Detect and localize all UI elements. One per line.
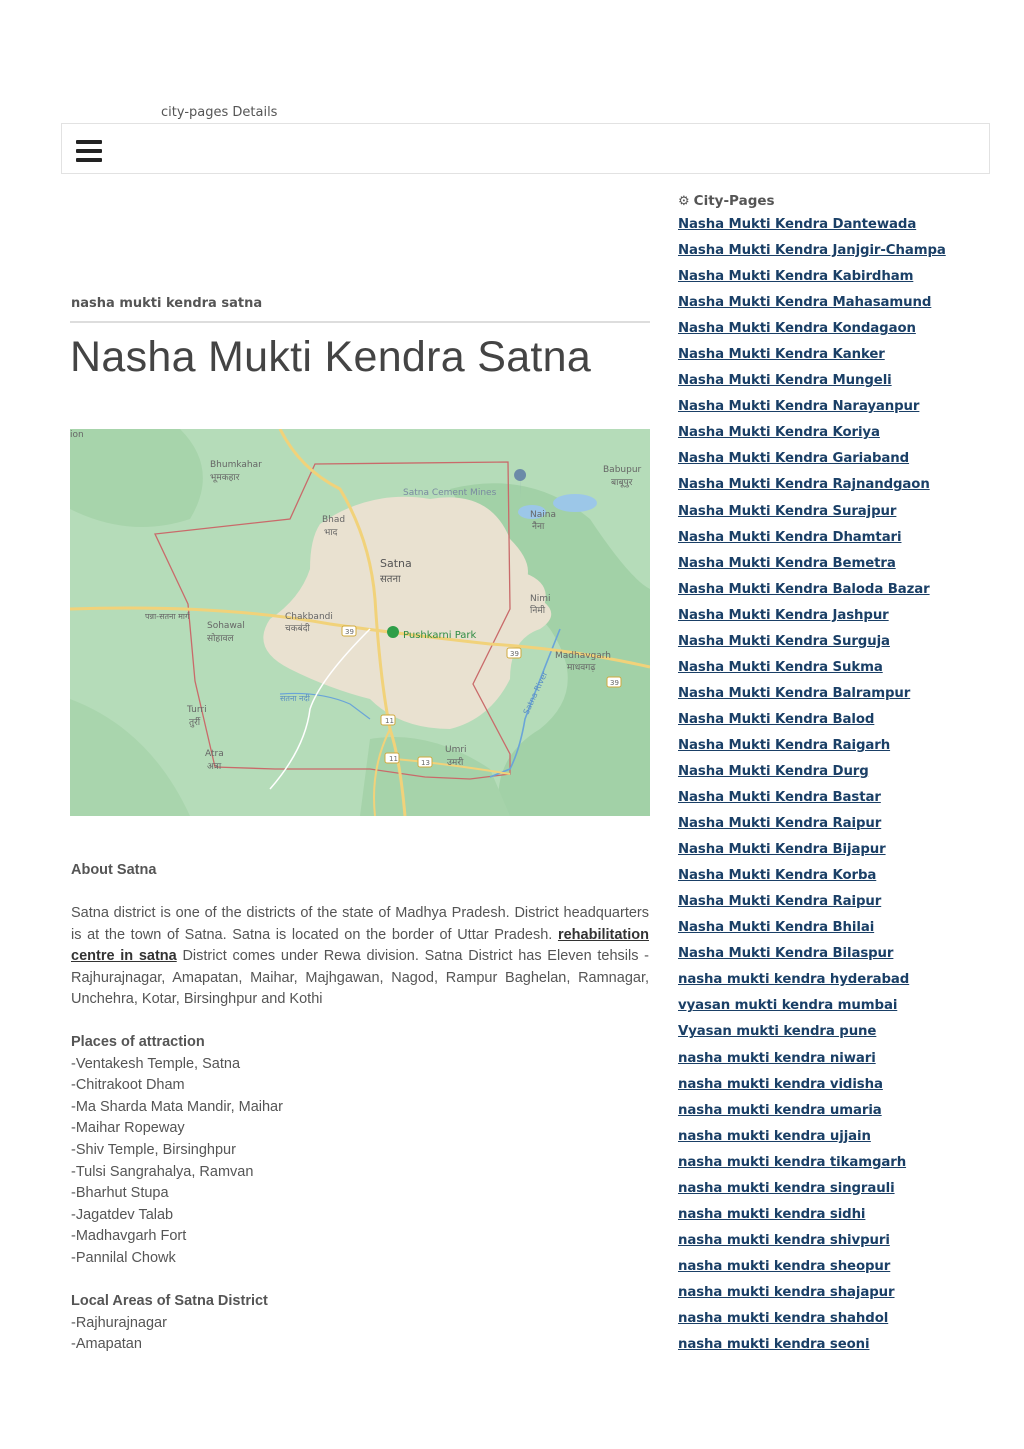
map-graphic: [70, 429, 650, 816]
list-item: -Madhavgarh Fort: [71, 1228, 187, 1245]
sidebar-link[interactable]: Nasha Mukti Kendra Sukma: [678, 659, 883, 675]
sidebar-link[interactable]: nasha mukti kendra niwari: [678, 1050, 876, 1066]
map-label: Bhad: [322, 515, 346, 525]
sidebar-item: [678, 892, 946, 918]
sidebar-link[interactable]: Nasha Mukti Kendra Raigarh: [678, 737, 891, 753]
sidebar-heading: [678, 193, 775, 209]
list-item: -Ma Sharda Mata Mandir, Maihar: [71, 1098, 283, 1115]
sidebar-link[interactable]: Nasha Mukti Kendra Baloda Bazar: [678, 581, 930, 597]
sidebar-item: [678, 1101, 946, 1127]
map-label: तुर्री: [189, 718, 201, 728]
sidebar-item: [678, 710, 946, 736]
sidebar-link[interactable]: Nasha Mukti Kendra Durg: [678, 763, 869, 779]
sidebar-item: [678, 580, 946, 606]
sidebar-link[interactable]: Nasha Mukti Kendra Koriya: [678, 425, 880, 441]
list-item: -Rajhurajnagar: [71, 1314, 167, 1331]
sidebar-item: [678, 1335, 946, 1361]
sidebar-links: [678, 215, 946, 1361]
map-label: निमी: [530, 606, 546, 616]
map-label: नैना: [532, 522, 545, 532]
sidebar-item: [678, 267, 946, 293]
sidebar-item: [678, 475, 946, 501]
sidebar-link[interactable]: nasha mukti kendra vidisha: [678, 1076, 883, 1092]
map-label: Naina: [530, 510, 556, 520]
sidebar-item: [678, 1257, 946, 1283]
sidebar-link[interactable]: Nasha Mukti Kendra Dantewada: [678, 217, 917, 232]
list-item: -Jagatdev Talab: [71, 1206, 174, 1223]
areas-section: [71, 1291, 649, 1356]
sidebar-link[interactable]: nasha mukti kendra tikamgarh: [678, 1154, 907, 1170]
map-label: चकबंदी: [285, 624, 310, 634]
sidebar-link[interactable]: Nasha Mukti Kendra Balrampur: [678, 685, 911, 701]
about-text: [71, 903, 649, 1011]
divider: [70, 321, 650, 323]
list-item: -Maihar Ropeway: [71, 1120, 185, 1137]
sidebar-link[interactable]: Nasha Mukti Kendra Bhilai: [678, 920, 875, 936]
sidebar-item: [678, 1179, 946, 1205]
sidebar-item: [678, 736, 946, 762]
sidebar-item: [678, 970, 946, 996]
sidebar-item: [678, 762, 946, 788]
sidebar-link[interactable]: Nasha Mukti Kendra Kanker: [678, 347, 885, 363]
map-label: सोहावल: [207, 634, 234, 644]
page-title: Nasha Mukti Kendra Satna: [70, 333, 592, 381]
sidebar-link[interactable]: nasha mukti kendra hyderabad: [678, 972, 910, 988]
highway-shield: 39: [610, 679, 619, 687]
sidebar-item: [678, 1283, 946, 1309]
map-label: Sohawal: [207, 621, 245, 631]
sidebar-item: [678, 293, 946, 319]
map-label: Umri: [445, 745, 467, 755]
map-label: उमरी: [447, 758, 464, 768]
map-label: Nimi: [530, 594, 551, 604]
hamburger-menu-icon[interactable]: [76, 140, 102, 162]
map-label: Satna Cement Mines: [403, 488, 497, 498]
list-item: -Amapatan: [71, 1336, 142, 1353]
map-label: अत्रा: [207, 762, 222, 772]
map-label: पन्ना-सतना मार्ग: [145, 612, 190, 621]
rehabilitation-link[interactable]: rehabilitation centre in satna: [71, 926, 649, 965]
sidebar-link[interactable]: nasha mukti kendra singrauli: [678, 1180, 895, 1196]
sidebar-link[interactable]: nasha mukti kendra ujjain: [678, 1128, 871, 1144]
map-label: Bhumkahar: [210, 460, 262, 470]
highway-shield: 13: [421, 759, 430, 767]
sidebar-link[interactable]: Nasha Mukti Kendra Raipur: [678, 894, 882, 910]
sidebar-link[interactable]: Nasha Mukti Kendra Surguja: [678, 633, 890, 649]
sidebar-link[interactable]: nasha mukti kendra shahdol: [678, 1310, 889, 1326]
sidebar-item: [678, 371, 946, 397]
list-item: -Tulsi Sangrahalya, Ramvan: [71, 1163, 254, 1180]
sidebar-item: [678, 684, 946, 710]
sidebar-item: [678, 423, 946, 449]
highway-shield: 39: [345, 628, 354, 636]
sidebar-item: [678, 1309, 946, 1335]
sidebar-item: [678, 658, 946, 684]
map-label: भूमकहार: [210, 473, 240, 483]
areas-heading: Local Areas of Satna District: [71, 1293, 268, 1309]
sidebar-link[interactable]: Nasha Mukti Kendra Kondagaon: [678, 321, 916, 337]
map-label: बाबूपुर: [611, 478, 633, 488]
sidebar-link[interactable]: nasha mukti kendra shajapur: [678, 1284, 895, 1300]
map-label: Turri: [187, 705, 207, 715]
sidebar-item: [678, 528, 946, 554]
sidebar-link[interactable]: Nasha Mukti Kendra Surajpur: [678, 503, 897, 519]
map-label: Satna: [380, 557, 412, 570]
sidebar-item: [678, 1153, 946, 1179]
sidebar-link[interactable]: Nasha Mukti Kendra Bastar: [678, 790, 881, 806]
map-label: Pushkarni Park: [403, 630, 477, 641]
about-text-part: District comes under Rewa division. Satna District has Eleven tehsils - Rajhurajnagar, Amapatan, Maihar, Majhgawan, Nagod, Rampur Baghelan, Ramnagar, Unchehra, Kotar, Birsinghpur and Kothi: [71, 948, 650, 1008]
sidebar-heading-label: City-Pages: [693, 193, 775, 209]
list-item: -Shiv Temple, Birsinghpur: [71, 1141, 236, 1158]
sidebar-link[interactable]: Nasha Mukti Kendra Korba: [678, 868, 877, 884]
sidebar-item: [678, 215, 946, 241]
sidebar-link[interactable]: Vyasan mukti kendra pune: [678, 1024, 877, 1040]
map-label: Madhavgarh: [555, 651, 612, 661]
sidebar-link[interactable]: Nasha Mukti Kendra Dhamtari: [678, 529, 902, 545]
sidebar-item: [678, 944, 946, 970]
map-label: Atra: [205, 749, 224, 759]
map-label: माधवगढ़: [567, 663, 596, 673]
sidebar-link[interactable]: nasha mukti kendra shivpuri: [678, 1232, 890, 1248]
sidebar-link[interactable]: Nasha Mukti Kendra Bilaspur: [678, 946, 894, 962]
sidebar-item: [678, 345, 946, 371]
sidebar-item: [678, 840, 946, 866]
map-label: सतना नदी: [280, 694, 310, 703]
map-label: भाद: [324, 528, 338, 538]
sidebar-item: [678, 1127, 946, 1153]
sidebar-link[interactable]: nasha mukti kendra seoni: [678, 1337, 870, 1353]
sidebar-link[interactable]: Nasha Mukti Kendra Bijapur: [678, 842, 886, 858]
sidebar-item: [678, 814, 946, 840]
navbar: [61, 123, 990, 174]
sidebar-item: [678, 319, 946, 345]
map-label: ion: [70, 430, 84, 440]
sidebar-item: [678, 1022, 946, 1048]
sidebar-link[interactable]: nasha mukti kendra sidhi: [678, 1206, 866, 1222]
sidebar-item: [678, 606, 946, 632]
sidebar-item: [678, 1231, 946, 1257]
sidebar-item: [678, 449, 946, 475]
sidebar-item: [678, 918, 946, 944]
sidebar-link[interactable]: Nasha Mukti Kendra Rajnandgaon: [678, 477, 930, 493]
about-heading: About Satna: [71, 862, 157, 878]
map-label: सतना: [380, 574, 401, 585]
sidebar-link[interactable]: Nasha Mukti Kendra Bemetra: [678, 555, 896, 571]
satna-map[interactable]: [70, 429, 650, 816]
sidebar-item: [678, 866, 946, 892]
sidebar-item: [678, 502, 946, 528]
sidebar-link[interactable]: Nasha Mukti Kendra Raipur: [678, 816, 882, 832]
sidebar-item: [678, 996, 946, 1022]
list-item: -Pannilal Chowk: [71, 1249, 176, 1266]
sidebar-item: [678, 632, 946, 658]
sidebar-link[interactable]: nasha mukti kendra sheopur: [678, 1258, 891, 1274]
sidebar-item: [678, 788, 946, 814]
sidebar-item: [678, 1049, 946, 1075]
sidebar-link[interactable]: Nasha Mukti Kendra Mungeli: [678, 373, 892, 389]
places-heading: Places of attraction: [71, 1034, 205, 1050]
sidebar-link[interactable]: Nasha Mukti Kendra Narayanpur: [678, 399, 920, 415]
sidebar-item: [678, 1205, 946, 1231]
sidebar-item: [678, 554, 946, 580]
site-title: city-pages Details: [161, 105, 278, 120]
sidebar-link[interactable]: Nasha Mukti Kendra Jashpur: [678, 607, 889, 623]
highway-shield: 11: [389, 755, 398, 763]
map-label: Satna River: [521, 670, 550, 716]
sidebar-link[interactable]: Nasha Mukti Kendra Balod: [678, 711, 875, 727]
sidebar-link[interactable]: nasha mukti kendra umaria: [678, 1102, 882, 1118]
map-label: Chakbandi: [285, 612, 333, 622]
sidebar-item: [678, 397, 946, 423]
list-item: -Ventakesh Temple, Satna: [71, 1055, 241, 1072]
about-text-part: Satna district is one of the districts of the state of Madhya Pradesh. District headquarters is at the town of Satna. Satna is located on the border of Uttar Pradesh.: [71, 905, 649, 943]
sidebar-item: [678, 1075, 946, 1101]
sidebar-link[interactable]: Nasha Mukti Kendra Mahasamund: [678, 295, 932, 311]
highway-shield: 39: [510, 650, 519, 658]
gears-icon: ⚙: [678, 194, 690, 209]
sidebar-item: [678, 241, 946, 267]
sidebar-link[interactable]: Nasha Mukti Kendra Janjgir-Champa: [678, 243, 946, 259]
map-label: Babupur: [603, 465, 642, 475]
list-item: -Chitrakoot Dham: [71, 1077, 185, 1094]
highway-shield: 11: [385, 717, 394, 725]
places-section: [71, 1032, 649, 1270]
breadcrumb: nasha mukti kendra satna: [71, 296, 263, 311]
sidebar-link[interactable]: vyasan mukti kendra mumbai: [678, 998, 898, 1014]
sidebar-link[interactable]: Nasha Mukti Kendra Gariaband: [678, 451, 910, 467]
sidebar-link[interactable]: Nasha Mukti Kendra Kabirdham: [678, 269, 914, 285]
list-item: -Bharhut Stupa: [71, 1185, 169, 1202]
